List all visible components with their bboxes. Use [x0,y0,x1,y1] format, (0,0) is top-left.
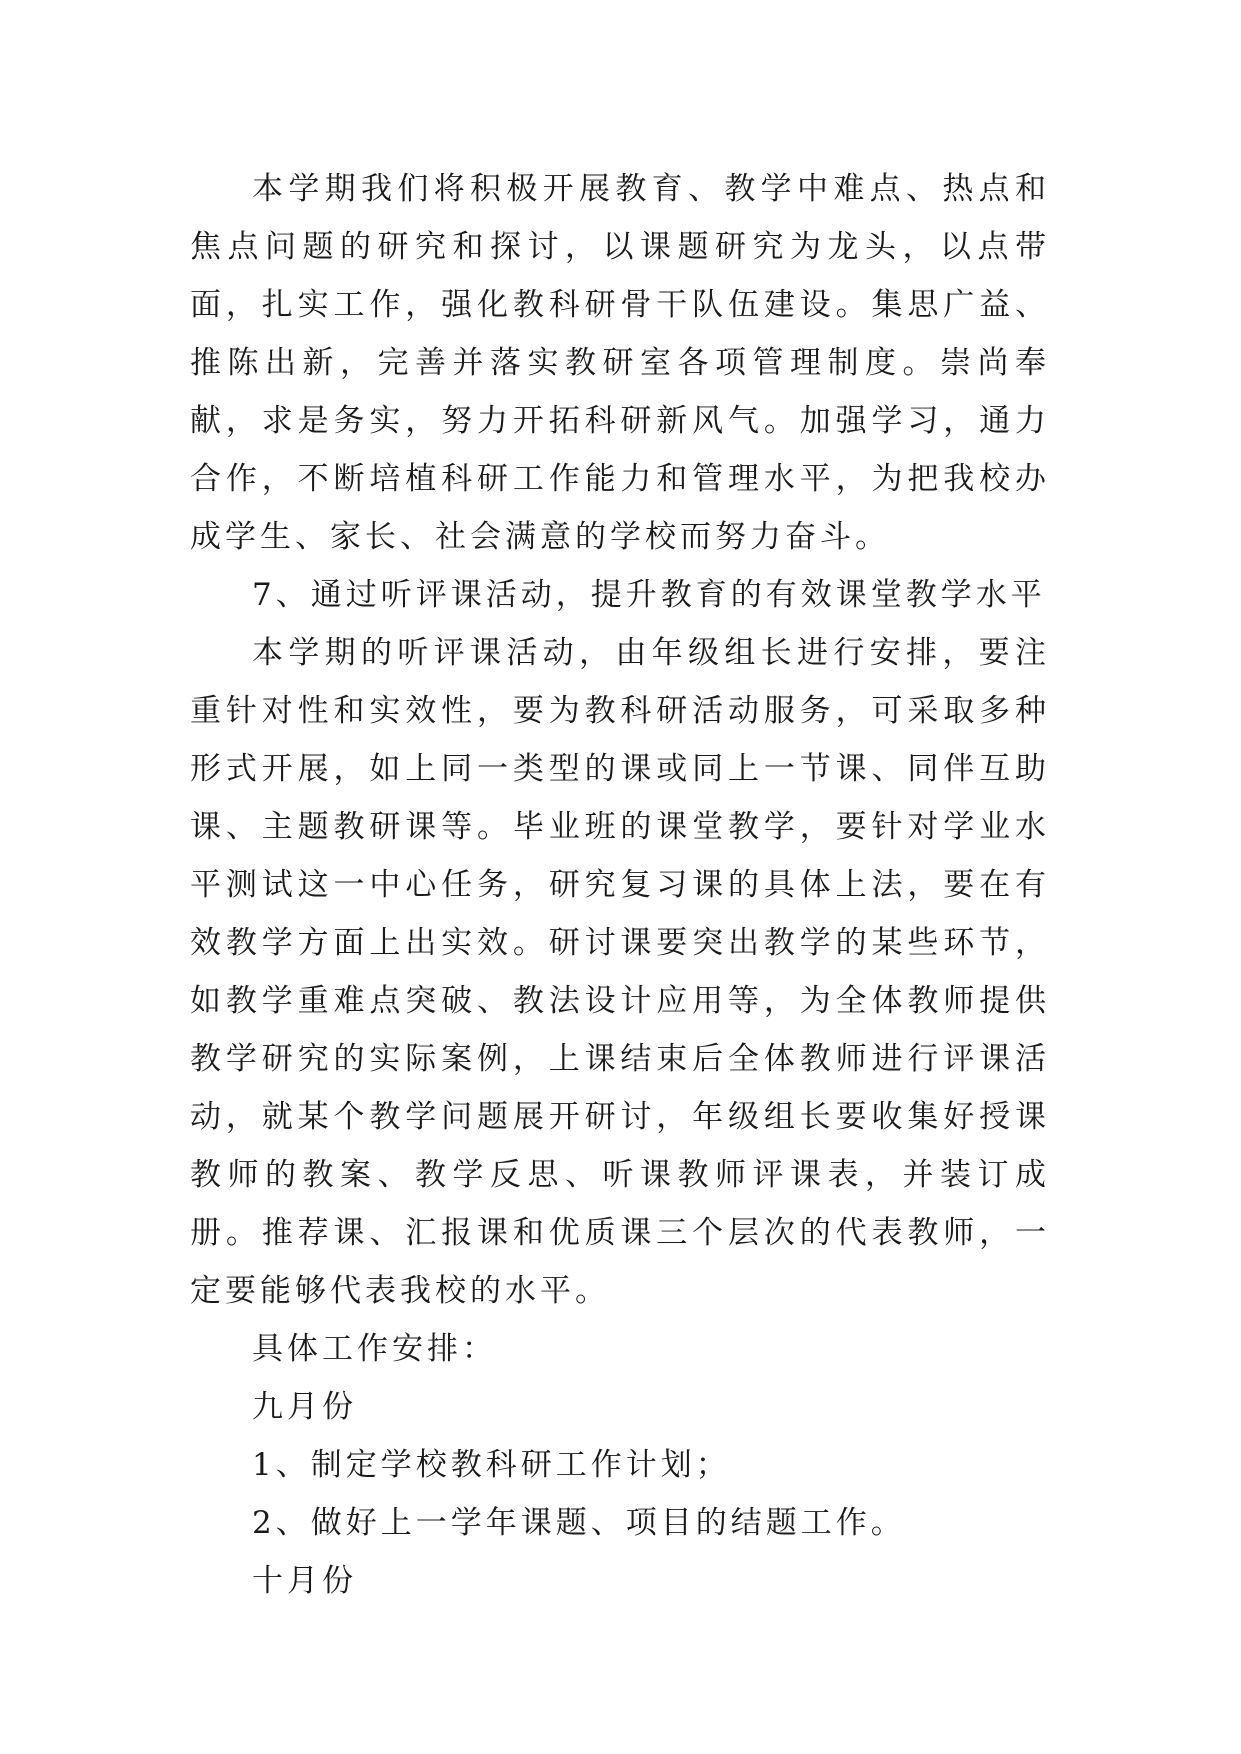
schedule-heading: 具体工作安排： [252,1331,497,1367]
list-item: 1、制定学校教科研工作计划； [252,1447,731,1483]
month-heading-september: 九月份 [252,1389,357,1425]
list-item: 2、做好上一学年课题、项目的结题工作。 [252,1505,906,1541]
month-heading-october: 十月份 [252,1563,357,1599]
paragraph-intro: 本学期我们将积极开展教育、教学中难点、热点和焦点问题的研究和探讨，以课题研究为龙头，以点带面，扎实工作，强化教科研骨干队伍建设。集思广益、推陈出新，完善并落实教研室各项管理制度。崇尚奉献，求是务实，努力开拓科研新风气。加强学习，通力合作，不断培植科研工作能力和管理水平，为把我校办成学生、家长、社会满意的学校而努力奋斗。 [190,171,1050,555]
paragraph-lesson-evaluation: 本学期的听评课活动，由年级组长进行安排，要注重针对性和实效性，要为教科研活动服务，可采取多种形式开展，如上同一类型的课或同上一节课、同伴互助课、主题教研课等。毕业班的课堂教学，要针对学业水平测试这一中心任务，研究复习课的具体上法，要在有效教学方面上出实效。研讨课要突出教学的某些环节，如教学重难点突破、教法设计应用等，为全体教师提供教学研究的实际案例，上课结束后全体教师进行评课活动，就某个教学问题展开研讨，年级组长要收集好授课教师的教案、教学反思、听课教师评课表，并装订成册。推荐课、汇报课和优质课三个层次的代表教师，一定要能够代表我校的水平。 [190,635,1050,1309]
section-heading-7: 7、通过听评课活动，提升教育的有效课堂教学水平 [252,577,1046,613]
document-body [190,160,1050,1610]
